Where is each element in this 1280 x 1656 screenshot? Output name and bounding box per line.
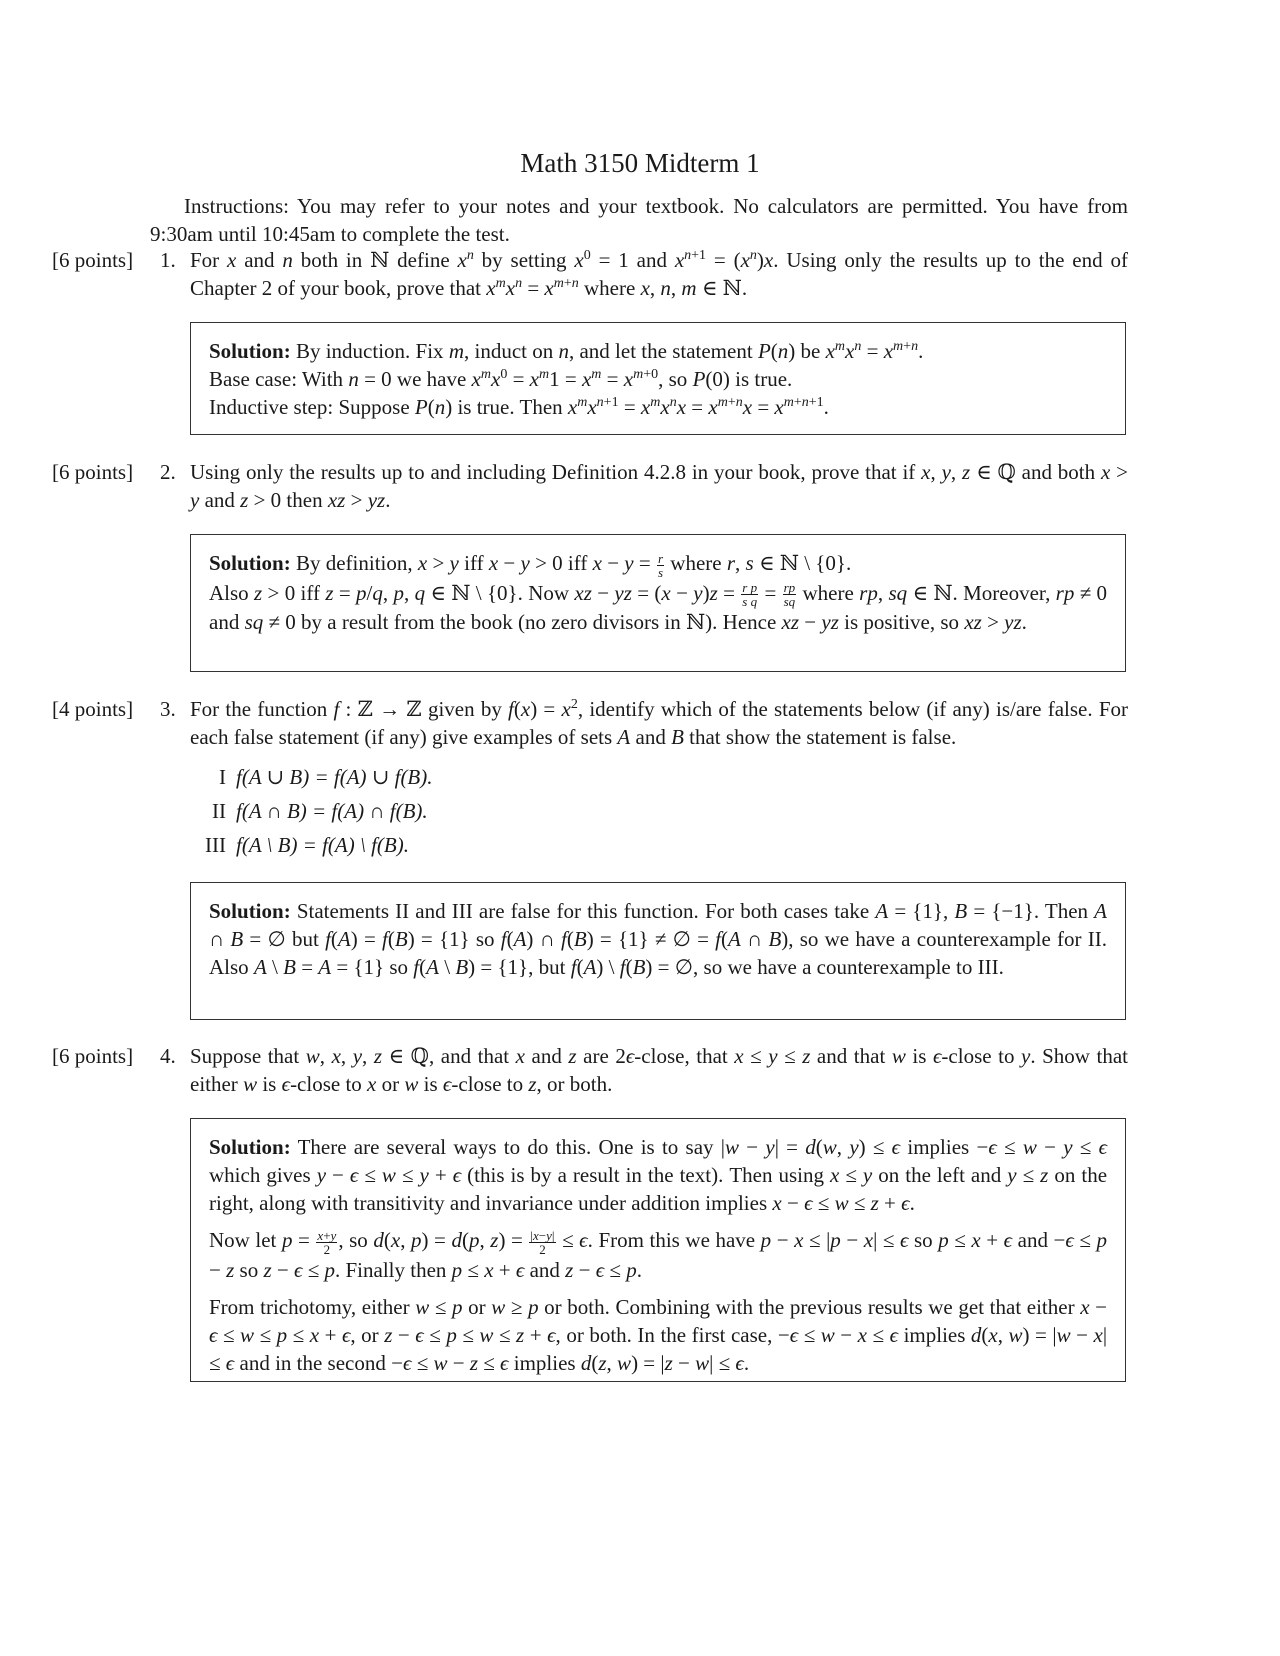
statement-item bbox=[200, 797, 600, 831]
solution-label: Solution: bbox=[209, 1135, 291, 1159]
statement-item bbox=[200, 763, 600, 797]
question-4-text: Suppose that w, x, y, z ∈ ℚ, and that x and z are 2ϵ-close, that x ≤ y ≤ z and that w is ϵ-close to y. Show that either w is ϵ-close to x or w is ϵ-close to z, or both. bbox=[190, 1044, 1129, 1096]
solution-label: Solution: bbox=[209, 339, 291, 363]
question-3-number: 3. bbox=[160, 697, 176, 721]
question-2-solution-box: Solution: By definition, x > y iff x − y > 0 iff x − y = $\frac{r}{s}$ where r, s ∈ ℕ \ {0}. Also z > 0 iff z = p/q, p, q ∈ ℕ \ {0}. Now xz − yz = (x − y)z = $\frac{\text{r p}}{\text{s q}}$ = $\frac{rp}{sq}$ where rp, sq ∈ ℕ. Moreover, rp ≠ 0 and sq ≠ 0 by a result from the book (no zero divisors in ℕ). Hence xz − yz is positive, so xz > yz. bbox=[190, 534, 1126, 672]
solution-label: Solution: bbox=[209, 899, 291, 923]
statement-text: f(A ∩ B) = f(A) ∩ f(B). bbox=[236, 799, 428, 823]
statement-numeral: III bbox=[205, 833, 226, 857]
question-3-solution-box: Solution: Statements II and III are false for this function. For both cases take A = {1}, B = {−1}. Then A ∩ B = ∅ but f(A) = f(B) = {1} so f(A) ∩ f(B) = {1} ≠ ∅ = f(A ∩ B), so we have a counterexample for II. Also A \ B = A = {1} so f(A \ B) = {1}, but f(A) \ f(B) = ∅, so we have a counterexample to III. bbox=[190, 882, 1126, 1020]
statement-numeral: I bbox=[219, 765, 226, 789]
solution-label: Solution: bbox=[209, 551, 291, 575]
question-1-text: For x and n both in ℕ define $x^n$ by setting $x^0 = 1$ and $x^{n+1} = (x^n)x$. Using only the results up to the end of Chapter 2 of your book, prove that $x^mx^n = x^{m+n}$ where x, n, m ∈ ℕ. bbox=[190, 248, 1128, 300]
question-2-text: Using only the results up to and including Definition 4.2.8 in your book, prove that if x, y, z ∈ ℚ and both x > y and z > 0 then xz > yz. bbox=[190, 460, 1129, 512]
question-3-points: [4 points] bbox=[52, 697, 134, 721]
question-4-points: [6 points] bbox=[52, 1044, 134, 1068]
question-2-points: [6 points] bbox=[52, 460, 134, 484]
statement-text: f(A \ B) = f(A) \ f(B). bbox=[236, 833, 409, 857]
statement-item bbox=[200, 831, 600, 865]
statement-numeral: II bbox=[212, 799, 226, 823]
instructions: Instructions: You may refer to your notes and your textbook. No calculators are permitted. You have from 9:30am until 10:45am to complete the test. bbox=[150, 194, 1128, 246]
statement-text: f(A ∪ B) = f(A) ∪ f(B). bbox=[236, 765, 433, 789]
question-1-points: [6 points] bbox=[52, 248, 134, 272]
question-1-solution-box: Solution: By induction. Fix m, induct on n, and let the statement P(n) be $x^mx^n = x^{m+n}$. Base case: With n = 0 we have $x^mx^0 = x^m1 = x^m = x^{m+0}$, so P(0) is true. Inductive step: Suppose P(n) is true. Then $x^mx^{n+1} = x^mx^nx = x^{m+n}x = x^{m+n+1}$. bbox=[190, 322, 1126, 435]
question-1-number: 1. bbox=[160, 248, 176, 272]
question-3-text: For the function f : ℤ → ℤ given by $f(x) = x^2$, identify which of the statements below (if any) is/are false. For each false statement (if any) give examples of sets A and B that show the statement is false. bbox=[190, 697, 1128, 749]
question-4-solution-box: Solution: There are several ways to do this. One is to say |w − y| = d(w, y) ≤ ϵ implies −ϵ ≤ w − y ≤ ϵ which gives y − ϵ ≤ w ≤ y + ϵ (this is by a result in the text). Then using x ≤ y on the left and y ≤ z on the right, along with transitivity and invariance under addition implies x − ϵ ≤ w ≤ z + ϵ. Now let p = $\frac{x+y}{2}$ , so d(x, p) = d(p, z) = $\frac{|x-y|}{2}$ ≤ ϵ. From this we have p − x ≤ |p − x| ≤ ϵ so p ≤ x + ϵ and −ϵ ≤ p − z so z − ϵ ≤ p. Finally then p ≤ x + ϵ and z − ϵ ≤ p. From trichotomy, either w ≤ p or w ≥ p or both. Combining with the previous results we get that either x − ϵ ≤ w ≤ p ≤ x + ϵ, or z − ϵ ≤ p ≤ w ≤ z + ϵ, or both. In the first case, −ϵ ≤ w − x ≤ ϵ implies d(x, w) = |w − x| ≤ ϵ and in the second −ϵ ≤ w − z ≤ ϵ implies d(z, w) = |z − w| ≤ ϵ. bbox=[190, 1118, 1126, 1382]
page-title: Math 3150 Midterm 1 bbox=[520, 148, 760, 178]
question-2-number: 2. bbox=[160, 460, 176, 484]
question-4-number: 4. bbox=[160, 1044, 176, 1068]
statement-list bbox=[200, 763, 600, 865]
